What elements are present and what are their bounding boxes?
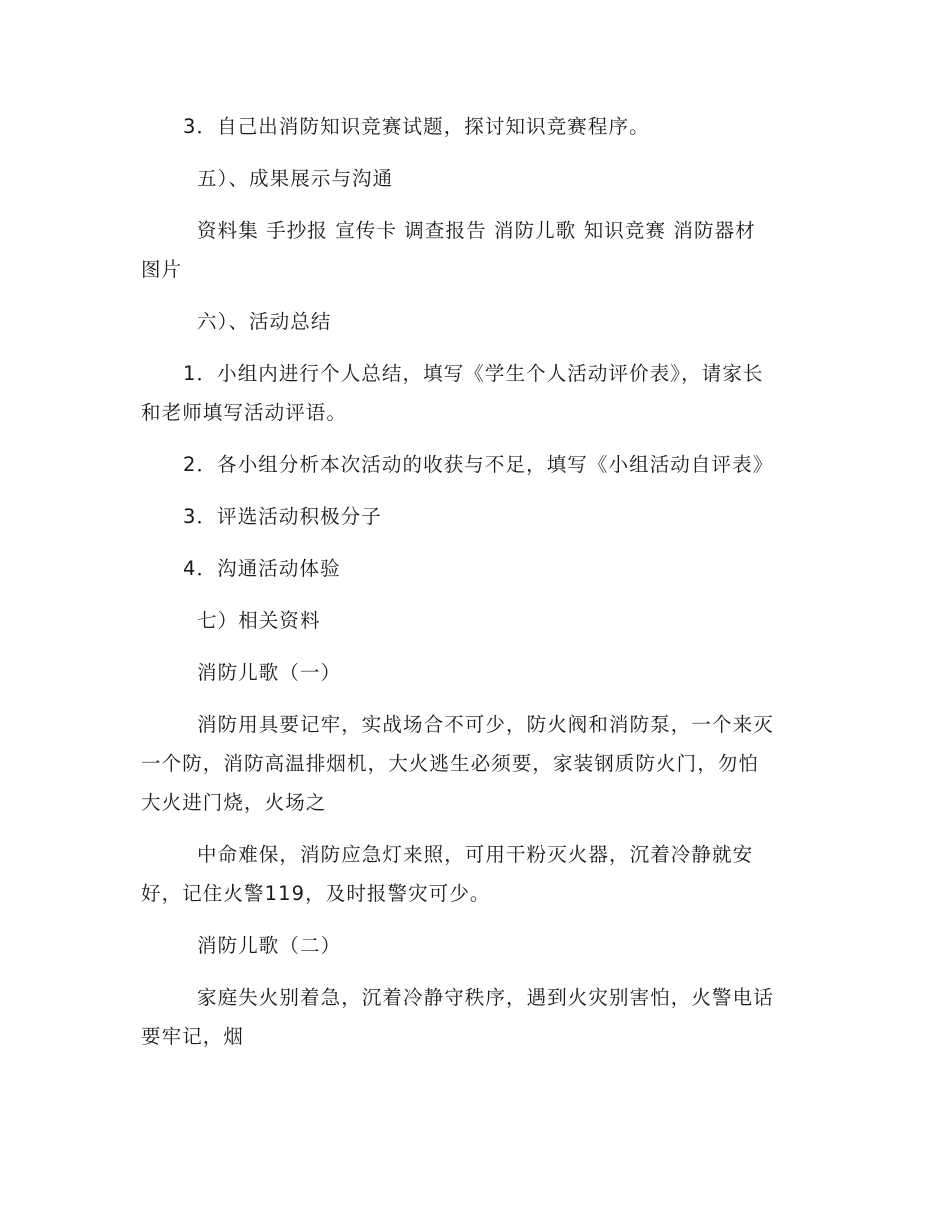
paragraph-line: 中命难保，消防应急灯来照，可用干粉灭火器，沉着冷静就安: [197, 843, 754, 866]
paragraph-line: 2．各小组分析本次活动的收获与不足，填写《小组活动自评表》: [183, 453, 774, 476]
paragraph-line: 图片: [141, 258, 183, 281]
paragraph-line: 消防用具要记牢，实战场合不可少，防火阀和消防泵，一个来灭: [197, 713, 774, 736]
paragraph-line: 好，记住火警119，及时报警灾可少。: [141, 882, 491, 905]
paragraph-line: 3．自己出消防知识竞赛试题，探讨知识竞赛程序。: [183, 115, 650, 138]
paragraph-line: 3．评选活动积极分子: [183, 505, 382, 528]
section-heading: 五）、成果展示与沟通: [197, 167, 394, 190]
paragraph-line: 和老师填写活动评语。: [141, 401, 348, 424]
paragraph-line: 要牢记，烟: [141, 1025, 245, 1048]
subsection-heading: 消防儿歌（一）: [197, 661, 342, 684]
section-heading: 六）、活动总结: [197, 310, 332, 333]
paragraph-line: 家庭失火别着急，沉着冷静守秩序，遇到火灾别害怕，火警电话: [197, 986, 774, 1009]
paragraph-line: 资料集 手抄报 宣传卡 调查报告 消防儿歌 知识竞赛 消防器材: [197, 219, 756, 242]
paragraph-line: 1．小组内进行个人总结，填写《学生个人活动评价表》，请家长: [183, 362, 764, 385]
paragraph-line: 大火进门烧，火场之: [141, 791, 327, 814]
subsection-heading: 消防儿歌（二）: [197, 934, 342, 957]
paragraph-line: 一个防，消防高温排烟机，大火逃生必须要，家装钢质防火门，勿怕: [141, 752, 760, 775]
section-heading: 七）相关资料: [197, 609, 321, 632]
paragraph-line: 4．沟通活动体验: [183, 557, 341, 580]
